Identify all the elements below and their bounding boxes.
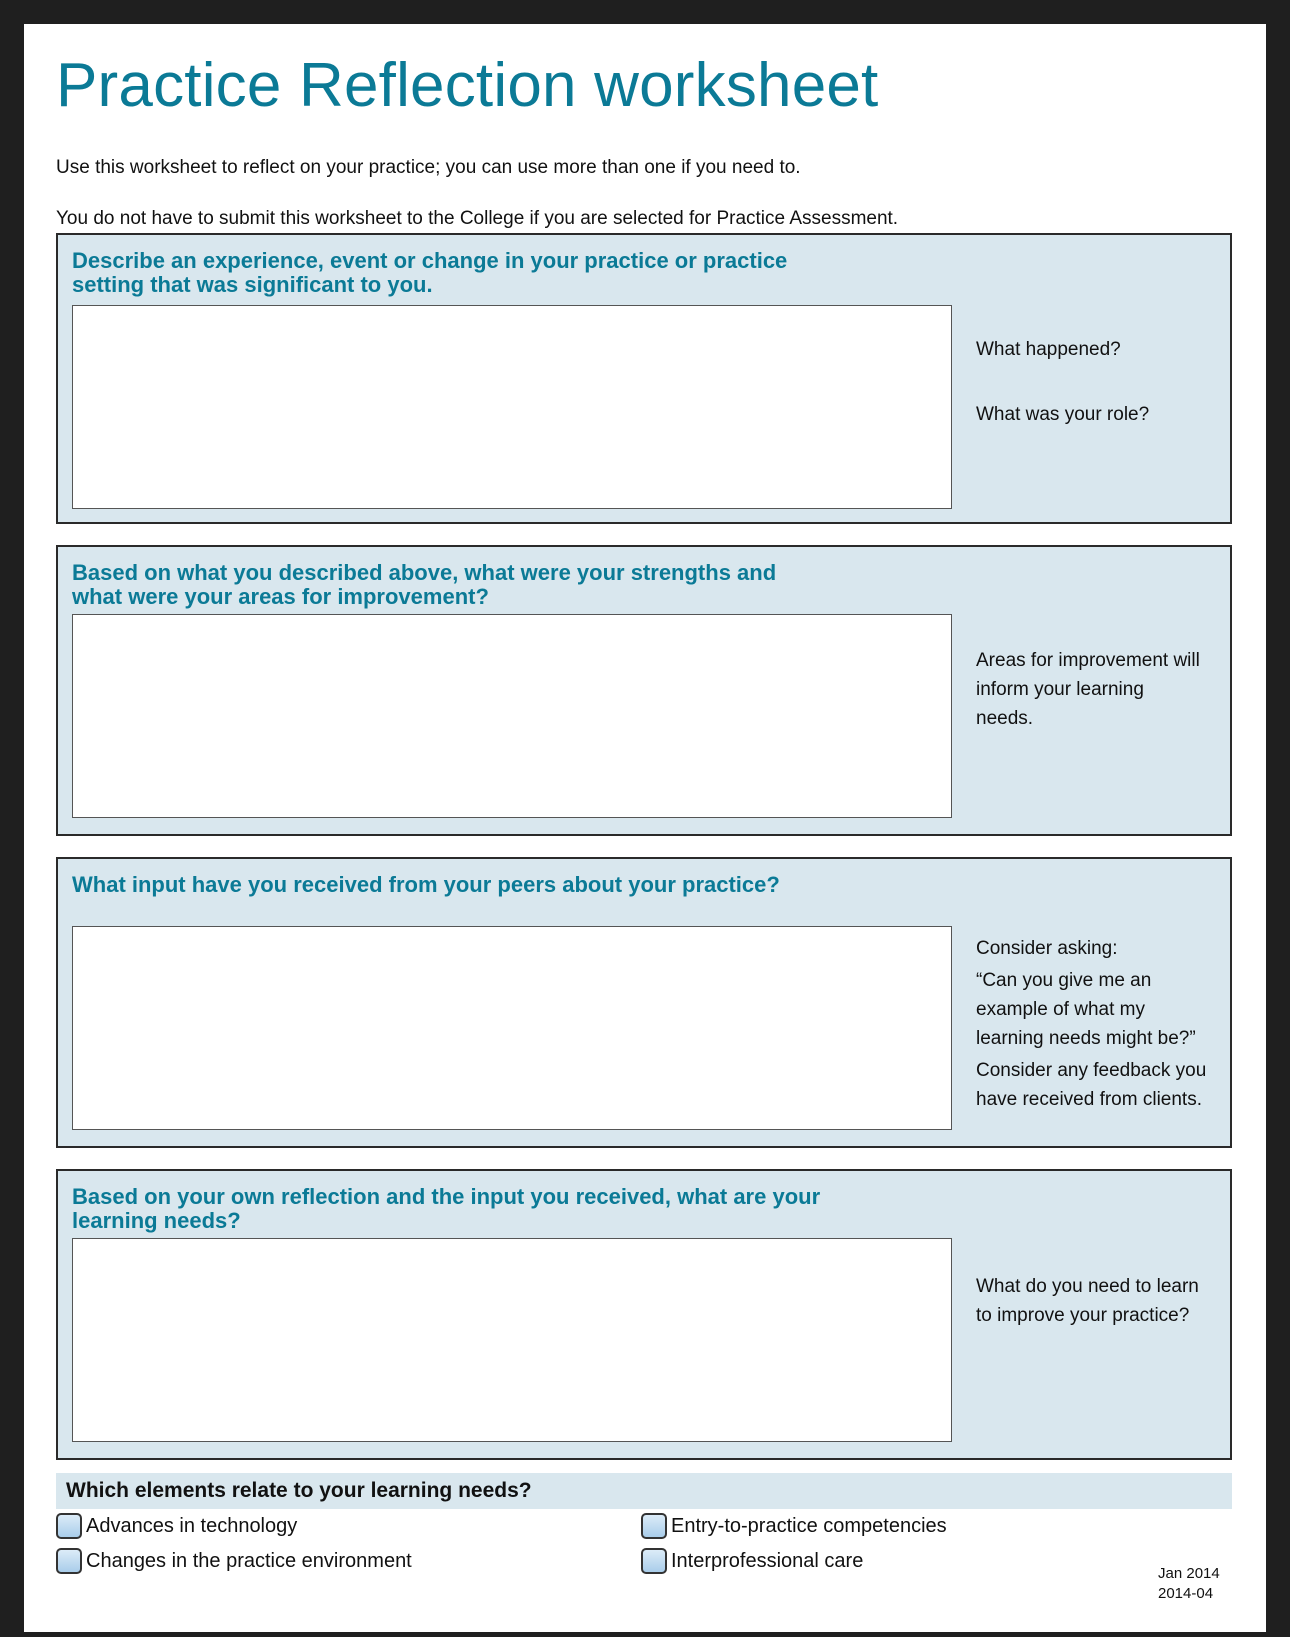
section-hints: [976, 335, 1226, 429]
strengths-answer-field[interactable]: [72, 614, 952, 818]
checkbox-entry-to-practice[interactable]: [641, 1513, 947, 1539]
checkbox-practice-environment[interactable]: [56, 1548, 412, 1574]
checkbox-box[interactable]: [641, 1513, 667, 1539]
checkbox-interprofessional-care[interactable]: [641, 1548, 863, 1574]
checkbox-box[interactable]: [56, 1548, 82, 1574]
checkbox-label: Interprofessional care: [671, 1549, 864, 1572]
hint-text: Consider any feedback you have received from clients.: [976, 1060, 1207, 1110]
section-question: Describe an experience, event or change in your practice or practice setting that was significant to you.: [72, 248, 788, 297]
checkbox-label: Changes in the practice environment: [86, 1549, 412, 1572]
checkbox-box[interactable]: [641, 1548, 667, 1574]
section-question: Based on what you described above, what were your strengths and what were your areas for improvement?: [72, 560, 777, 609]
footer-code: 2014-04: [1158, 1585, 1214, 1602]
worksheet-page: [24, 24, 1266, 1632]
checkbox-label: Entry-to-practice competencies: [671, 1514, 947, 1537]
hint-text: Areas for improvement will inform your learning needs.: [976, 650, 1200, 729]
checkbox-label: Advances in technology: [86, 1514, 298, 1537]
section-question: What input have you received from your peers about your practice?: [72, 872, 780, 897]
section-learning-needs: [56, 1169, 1232, 1460]
hint-text: What do you need to learn to improve your practice?: [976, 1276, 1199, 1326]
hint-text: What happened?: [976, 339, 1121, 360]
learning-needs-answer-field[interactable]: [72, 1238, 952, 1442]
footer-date: Jan 2014: [1158, 1565, 1220, 1582]
learning-needs-heading: Which elements relate to your learning needs?: [66, 1479, 532, 1502]
hint-text: What was your role?: [976, 404, 1150, 425]
checkbox-box[interactable]: [56, 1513, 82, 1539]
section-significant-experience: [56, 233, 1232, 524]
hint-text: Consider asking:: [976, 938, 1118, 959]
footer-version: [1158, 1564, 1220, 1604]
learning-needs-bar: [56, 1473, 1232, 1509]
section-peer-input: [56, 857, 1232, 1148]
page-title: Practice Reflection worksheet: [56, 51, 879, 120]
hint-text: “Can you give me an example of what my learning needs might be?”: [976, 970, 1196, 1049]
experience-answer-field[interactable]: [72, 305, 952, 509]
section-strengths-improvement: [56, 545, 1232, 836]
section-hints: [976, 646, 1206, 733]
section-question: Based on your own reflection and the input you received, what are your learning needs?: [72, 1184, 821, 1233]
intro-line-1: Use this worksheet to reflect on your practice; you can use more than one if you need to.: [56, 157, 801, 178]
intro-line-2: You do not have to submit this worksheet to the College if you are selected for Practice Assessment.: [56, 208, 899, 229]
section-hints: [976, 1272, 1216, 1330]
section-hints: [976, 934, 1216, 1114]
peer-input-answer-field[interactable]: [72, 926, 952, 1130]
checkbox-advances-in-technology[interactable]: [56, 1513, 297, 1539]
